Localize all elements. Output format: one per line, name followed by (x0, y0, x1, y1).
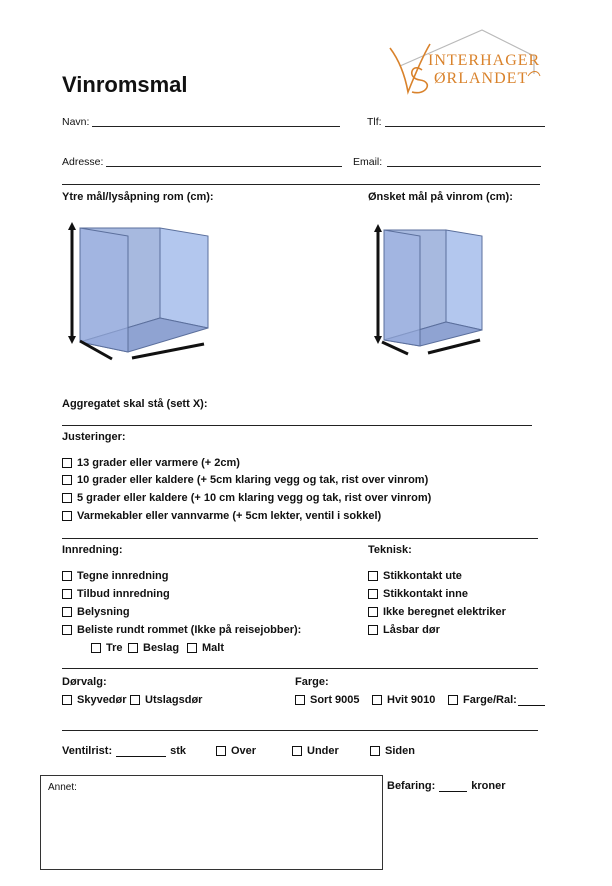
aggregate-label: Aggregatet skal stå (sett X): (62, 398, 208, 410)
divider (62, 668, 538, 669)
color-label: Sort 9005 (310, 694, 360, 706)
technical-option[interactable] (368, 606, 506, 618)
technical-label: Stikkontakt inne (383, 588, 468, 600)
checkbox[interactable] (62, 493, 72, 503)
inspection-price-field[interactable] (439, 781, 467, 792)
checkbox[interactable] (368, 589, 378, 599)
door-option[interactable] (130, 694, 202, 706)
company-logo (382, 26, 548, 104)
logo-line1: INTERHAGER (428, 52, 541, 69)
interior-option[interactable] (62, 624, 301, 636)
checkbox[interactable] (62, 458, 72, 468)
vent-option[interactable] (292, 745, 339, 757)
vent-row (62, 745, 186, 757)
interior-label: Tilbud innredning (77, 588, 170, 600)
color-label: Hvit 9010 (387, 694, 436, 706)
vent-option[interactable] (216, 745, 256, 757)
color-option[interactable] (372, 694, 435, 706)
room-diagram-desired (372, 220, 490, 356)
notes-box[interactable] (40, 775, 383, 870)
adjustment-option[interactable] (62, 457, 240, 469)
checkbox[interactable] (62, 571, 72, 581)
phone-field[interactable] (385, 126, 545, 127)
name-label: Navn: (62, 116, 90, 128)
interior-option[interactable] (62, 570, 168, 582)
door-option[interactable] (62, 694, 127, 706)
logo-line2: ØRLANDET (434, 70, 529, 87)
aggregate-line[interactable] (62, 425, 532, 426)
checkbox[interactable] (62, 625, 72, 635)
email-field[interactable] (387, 166, 541, 167)
checkbox[interactable] (216, 746, 226, 756)
address-label: Adresse: (62, 156, 104, 168)
divider (62, 184, 540, 185)
email-label: Email: (353, 156, 383, 168)
technical-label: Stikkontakt ute (383, 570, 462, 582)
page-title: Vinromsmal (62, 72, 188, 97)
interior-option[interactable] (62, 588, 170, 600)
adjustment-label: 10 grader eller kaldere (+ 5cm klaring vegg og tak, rist over vinrom) (77, 474, 429, 486)
ral-field[interactable] (518, 695, 545, 706)
checkbox[interactable] (295, 695, 305, 705)
outer-dimensions-label: Ytre mål/lysåpning rom (cm): (62, 191, 214, 203)
adjustment-label: 13 grader eller varmere (+ 2cm) (77, 457, 240, 469)
notes-label: Annet: (48, 782, 77, 793)
checkbox[interactable] (130, 695, 140, 705)
checkbox[interactable] (187, 643, 197, 653)
vent-option-label: Over (231, 745, 257, 757)
technical-label: Låsbar dør (383, 624, 440, 636)
checkbox[interactable] (368, 607, 378, 617)
vent-option-label: Siden (385, 745, 415, 757)
moulding-option[interactable] (128, 642, 179, 654)
technical-option[interactable] (368, 570, 462, 582)
divider (62, 538, 538, 539)
checkbox[interactable] (448, 695, 458, 705)
checkbox[interactable] (62, 607, 72, 617)
checkbox[interactable] (62, 695, 72, 705)
technical-option[interactable] (368, 624, 440, 636)
door-heading: Dørvalg: (62, 676, 107, 688)
phone-label: Tlf: (367, 116, 382, 128)
moulding-option[interactable] (187, 642, 224, 654)
moulding-label: Malt (202, 642, 224, 654)
interior-label: Beliste rundt rommet (Ikke på reisejobber): (77, 624, 302, 636)
room-diagram-outer (62, 220, 218, 362)
inspection-unit: kroner (471, 780, 506, 792)
adjustment-label: 5 grader eller kaldere (+ 10 cm klaring vegg og tak, rist over vinrom) (77, 492, 432, 504)
color-heading: Farge: (295, 676, 329, 688)
adjustment-label: Varmekabler eller vannvarme (+ 5cm lekter, ventil i sokkel) (77, 510, 382, 522)
interior-label: Tegne innredning (77, 570, 169, 582)
moulding-option[interactable] (91, 642, 123, 654)
color-option[interactable] (295, 694, 360, 706)
checkbox[interactable] (128, 643, 138, 653)
checkbox[interactable] (91, 643, 101, 653)
moulding-label: Tre (106, 642, 123, 654)
door-label: Utslagsdør (145, 694, 203, 706)
checkbox[interactable] (372, 695, 382, 705)
checkbox[interactable] (368, 625, 378, 635)
door-label: Skyvedør (77, 694, 127, 706)
checkbox[interactable] (292, 746, 302, 756)
interior-heading: Innredning: (62, 544, 123, 556)
interior-option[interactable] (62, 606, 130, 618)
vent-count-field[interactable] (116, 746, 166, 757)
adjustment-option[interactable] (62, 474, 428, 486)
vent-option-label: Under (307, 745, 339, 757)
adjustment-option[interactable] (62, 492, 431, 504)
checkbox[interactable] (368, 571, 378, 581)
adjustment-option[interactable] (62, 510, 381, 522)
adjustments-heading: Justeringer: (62, 431, 126, 443)
vent-unit: stk (170, 745, 187, 757)
checkbox[interactable] (62, 589, 72, 599)
name-field[interactable] (92, 126, 340, 127)
technical-label: Ikke beregnet elektriker (383, 606, 506, 618)
color-label: Farge/Ral: (463, 694, 517, 706)
inspection-row (387, 780, 506, 792)
divider (62, 730, 538, 731)
checkbox[interactable] (62, 511, 72, 521)
vent-option[interactable] (370, 745, 415, 757)
desired-dimensions-label: Ønsket mål på vinrom (cm): (368, 191, 513, 203)
technical-heading: Teknisk: (368, 544, 412, 556)
color-option[interactable] (448, 694, 545, 706)
interior-label: Belysning (77, 606, 130, 618)
moulding-label: Beslag (143, 642, 180, 654)
address-field[interactable] (106, 166, 342, 167)
checkbox[interactable] (370, 746, 380, 756)
checkbox[interactable] (62, 475, 72, 485)
technical-option[interactable] (368, 588, 468, 600)
vent-label: Ventilrist: (62, 745, 113, 757)
inspection-label: Befaring: (387, 780, 436, 792)
